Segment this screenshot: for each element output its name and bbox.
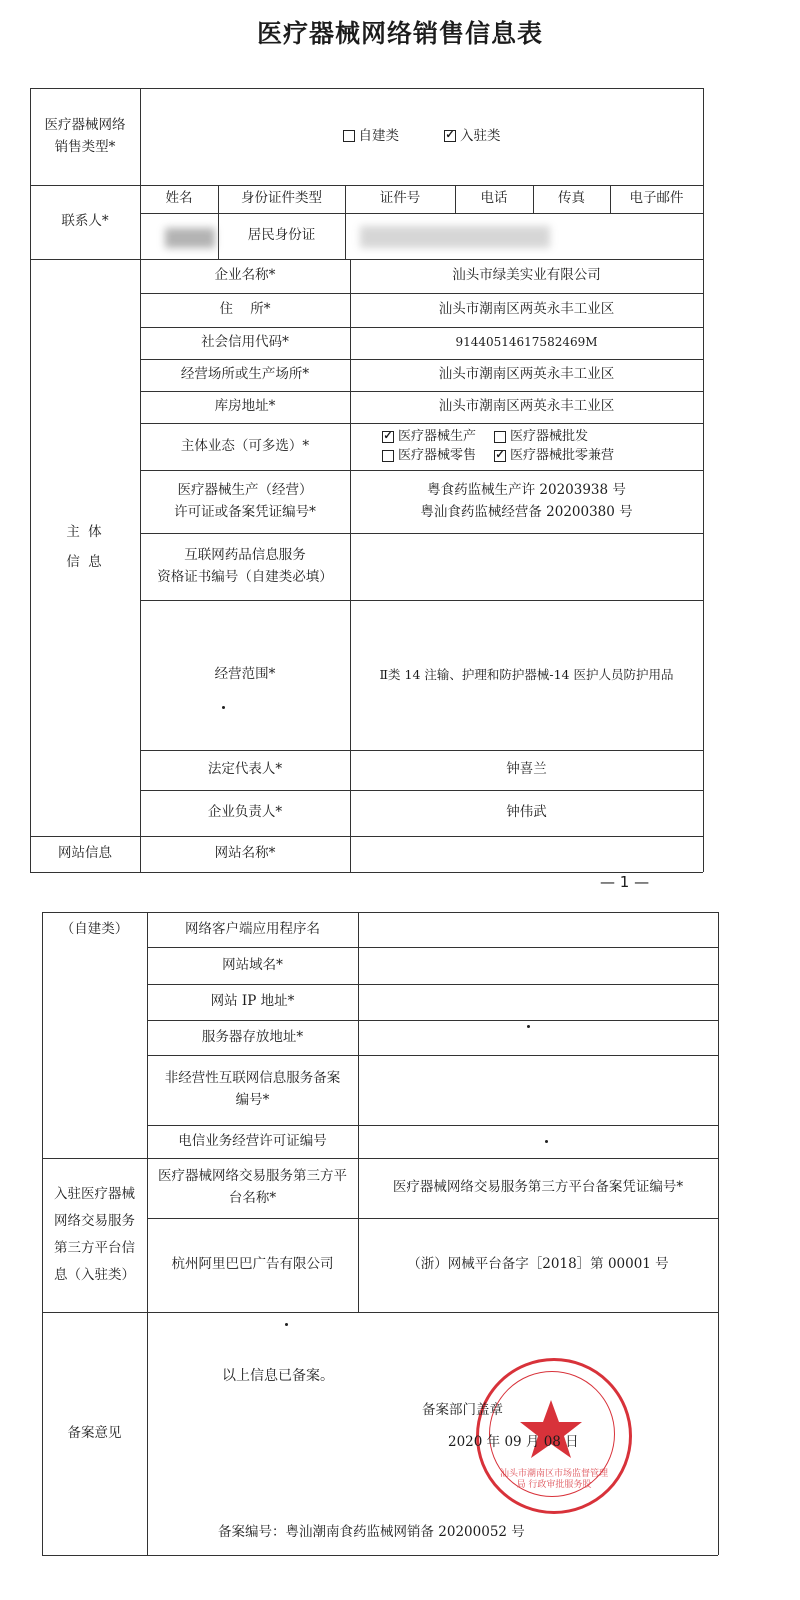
business-form-options <box>350 423 703 470</box>
contact-id-type-value: 居民身份证 <box>247 227 316 244</box>
business-scope-value: Ⅱ类 14 注输、护理和防护器械-14 医护人员防护用品 <box>379 667 674 682</box>
business-premises-value: 汕头市潮南区两英永丰工业区 <box>438 366 615 383</box>
contact-header-phone: 电话 <box>480 190 508 207</box>
platform-name-header: 医疗器械网络交易服务第三方平台名称* <box>158 1168 347 1206</box>
business-scope-label: 经营范围* <box>214 666 276 683</box>
contact-header-name: 姓名 <box>165 190 193 207</box>
filing-number-label: 备案编号： <box>218 1524 286 1540</box>
address-value: 汕头市潮南区两英永丰工业区 <box>438 301 615 318</box>
icp-record-value <box>358 1055 718 1125</box>
ip-value <box>358 984 718 1020</box>
principal-value: 钟伟武 <box>506 804 547 821</box>
server-address-label: 服务器存放地址* <box>201 1028 304 1045</box>
filing-number-value: 粤汕潮南食药监械网销备 20200052 号 <box>285 1524 525 1540</box>
address-label: 住 所* <box>219 301 271 318</box>
telecom-license-label: 电信业务经营许可证编号 <box>178 1132 327 1149</box>
warehouse-value: 汕头市潮南区两英永丰工业区 <box>438 398 615 415</box>
self-built-section-label: （自建类） <box>60 920 129 937</box>
filing-number <box>218 1520 525 1540</box>
sales-type-options <box>140 88 703 185</box>
warehouse-label: 库房地址* <box>214 398 276 415</box>
checkbox-icon[interactable] <box>494 431 506 443</box>
document-title: 医疗器械网络销售信息表 <box>256 19 543 48</box>
speck <box>527 1025 530 1028</box>
website-name-label: 网站名称* <box>214 845 276 862</box>
checkbox-icon[interactable] <box>382 450 394 462</box>
checkbox-icon[interactable] <box>494 450 506 462</box>
business-form-label: 主体业态（可多选）* <box>180 437 310 454</box>
contact-header-id-type: 身份证件类型 <box>241 190 322 207</box>
sales-type-label: 医疗器械网络销售类型* <box>44 116 126 155</box>
speck <box>285 1323 288 1326</box>
filing-date: 2020 年 09 月 08 日 <box>448 1434 579 1450</box>
checkbox-icon[interactable] <box>343 130 355 142</box>
sales-type-option-settled[interactable]: ✓ 入驻类 <box>444 126 501 148</box>
platform-cert-header: 医疗器械网络交易服务第三方平台备案凭证编号* <box>392 1179 684 1196</box>
checkbox-icon[interactable] <box>444 130 456 142</box>
legal-rep-label: 法定代表人* <box>207 761 283 778</box>
platform-section-label: 入驻医疗器械网络交易服务第三方平台信息（入驻类） <box>54 1186 135 1283</box>
server-address-value <box>358 1020 718 1055</box>
subject-section-label: 主 体 信 息 <box>66 523 104 570</box>
platform-cert-value: （浙）网械平台备字［2018］第 00001 号 <box>407 1256 669 1273</box>
checkbox-icon[interactable] <box>382 431 394 443</box>
license-label: 医疗器械生产（经营） 许可证或备案凭证编号* <box>174 481 316 520</box>
business-premises-label: 经营场所或生产场所* <box>180 366 310 383</box>
ip-label: 网站 IP 地址* <box>210 993 295 1010</box>
app-name-label: 网络客户端应用程序名 <box>185 920 320 937</box>
redacted-name <box>165 228 215 248</box>
seal-text: 汕头市潮南区市场监督管理局 行政审批服务股 <box>499 1469 608 1490</box>
credit-code-value: 9144051461758246​9M <box>455 335 598 350</box>
legal-rep-value: 钟喜兰 <box>506 761 547 778</box>
sales-type-option-self-built[interactable]: 自建类 <box>343 126 400 148</box>
internet-cert-label: 互联网药品信息服务 资格证书编号（自建类必填） <box>157 546 333 585</box>
internet-cert-value <box>350 533 703 600</box>
contact-header-fax: 传真 <box>558 190 585 207</box>
contact-label: 联系人* <box>61 213 109 230</box>
domain-label: 网站域名* <box>222 956 283 973</box>
website-section-label: 网站信息 <box>58 845 112 862</box>
license-value: 粤食药监械生产许 20203938 号 粤汕食药监械经营备 20200380 号 <box>420 481 633 520</box>
credit-code-label: 社会信用代码* <box>201 334 289 351</box>
contact-header-email: 电子邮件 <box>629 190 684 207</box>
platform-name-value: 杭州阿里巴巴广告有限公司 <box>171 1256 334 1273</box>
filing-department-label: 备案部门盖章 <box>422 1402 503 1418</box>
speck <box>222 706 225 709</box>
domain-value <box>358 947 718 984</box>
contact-header-id-number: 证件号 <box>379 190 421 207</box>
business-form-option-wholesale-retail[interactable]: ✓ 医疗器械批零兼营 <box>494 446 614 465</box>
app-name-value <box>358 912 718 947</box>
filing-label: 备案意见 <box>67 1424 122 1441</box>
speck <box>545 1140 548 1143</box>
business-form-option-production[interactable]: ✓医疗器械生产 <box>364 427 494 446</box>
company-name-label: 企业名称* <box>214 267 276 284</box>
telecom-license-value <box>358 1125 718 1158</box>
redacted-id-number <box>360 226 550 248</box>
business-form-option-retail[interactable]: 医疗器械零售 <box>364 446 494 465</box>
company-name-value: 汕头市绿美实业有限公司 <box>452 267 601 284</box>
filing-statement: 以上信息已备案。 <box>222 1368 334 1384</box>
icp-record-label: 非经营性互联网信息服务备案编号* <box>164 1070 341 1108</box>
principal-label: 企业负责人* <box>207 804 283 821</box>
business-form-option-wholesale[interactable]: 医疗器械批发 <box>494 427 588 446</box>
page-number: — 1 — <box>600 873 650 891</box>
